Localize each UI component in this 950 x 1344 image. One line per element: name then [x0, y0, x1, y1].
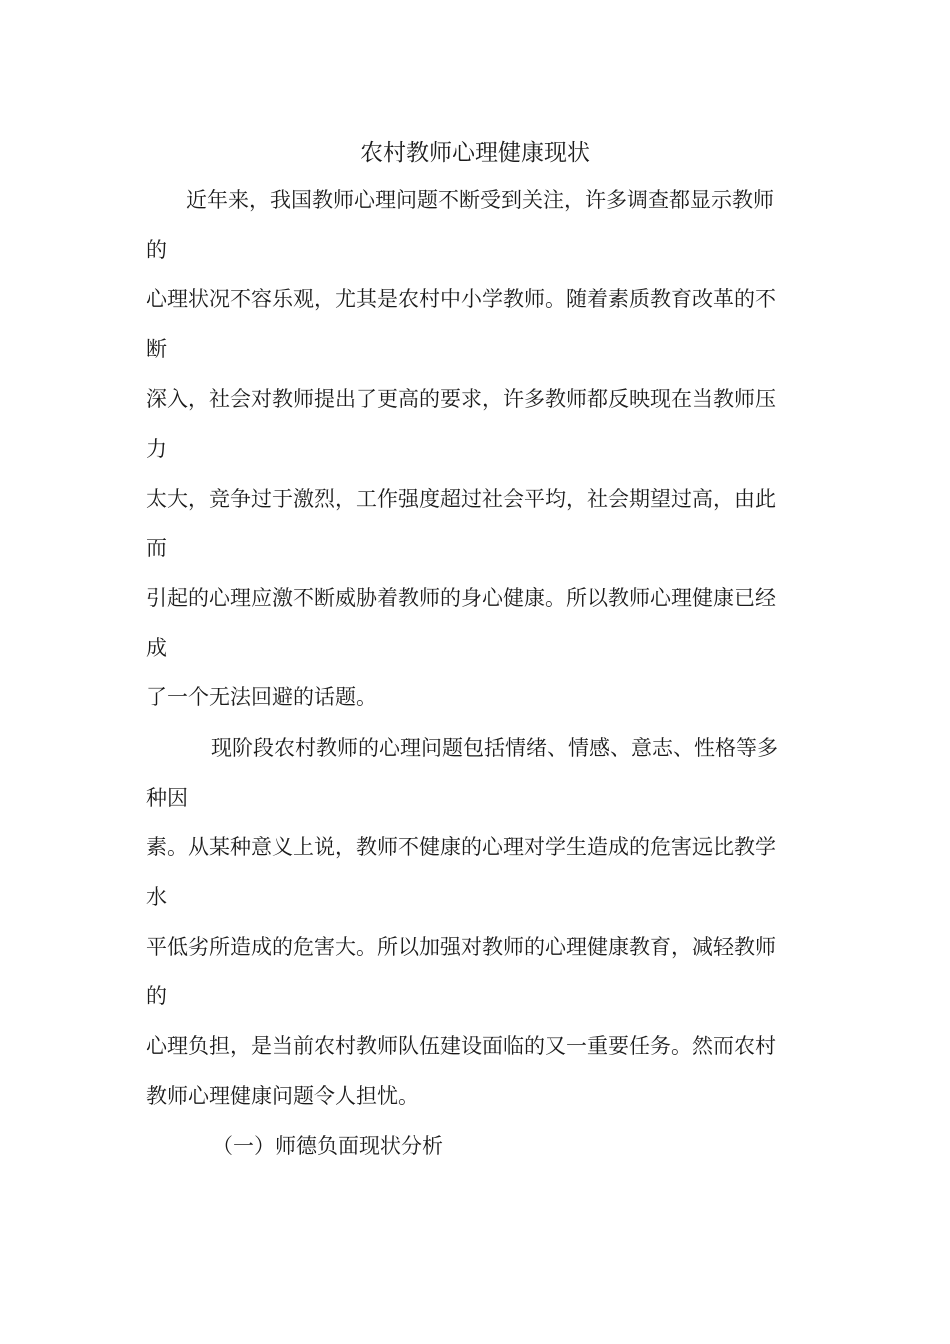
paragraph-line: 引起的心理应激不断威胁着教师的身心健康。所以教师心理健康已经 [146, 586, 776, 610]
paragraph-line: 素。从某种意义上说，教师不健康的心理对学生造成的危害远比教学 [146, 835, 776, 859]
section-heading: （一）师德负面现状分析 [212, 1134, 443, 1158]
paragraph-line: 种因 [146, 786, 188, 810]
paragraph-line: 平低劣所造成的危害大。所以加强对教师的心理健康教育，减轻教师 [146, 935, 776, 959]
paragraph-line: 的 [146, 984, 167, 1008]
paragraph-line: 的 [146, 238, 167, 262]
paragraph-line: 心理负担，是当前农村教师队伍建设面临的又一重要任务。然而农村 [146, 1034, 776, 1058]
paragraph-line: 教师心理健康问题令人担忧。 [146, 1084, 419, 1108]
paragraph-line: 而 [146, 536, 167, 560]
paragraph-line: 太大，竞争过于激烈，工作强度超过社会平均，社会期望过高，由此 [146, 487, 776, 511]
paragraph-line: 断 [146, 337, 167, 361]
paragraph-line: 水 [146, 885, 167, 909]
document-title: 农村教师心理健康现状 [360, 140, 590, 166]
paragraph-line: 现阶段农村教师的心理问题包括情绪、情感、意志、性格等多 [211, 736, 778, 760]
paragraph-line: 心理状况不容乐观，尤其是农村中小学教师。随着素质教育改革的不 [146, 287, 776, 311]
paragraph-line: 成 [146, 636, 167, 660]
paragraph-line: 近年来，我国教师心理问题不断受到关注，许多调查都显示教师 [186, 188, 774, 212]
paragraph-line: 力 [146, 437, 167, 461]
paragraph-line: 深入，社会对教师提出了更高的要求，许多教师都反映现在当教师压 [146, 387, 776, 411]
paragraph-line: 了一个无法回避的话题。 [146, 685, 377, 709]
